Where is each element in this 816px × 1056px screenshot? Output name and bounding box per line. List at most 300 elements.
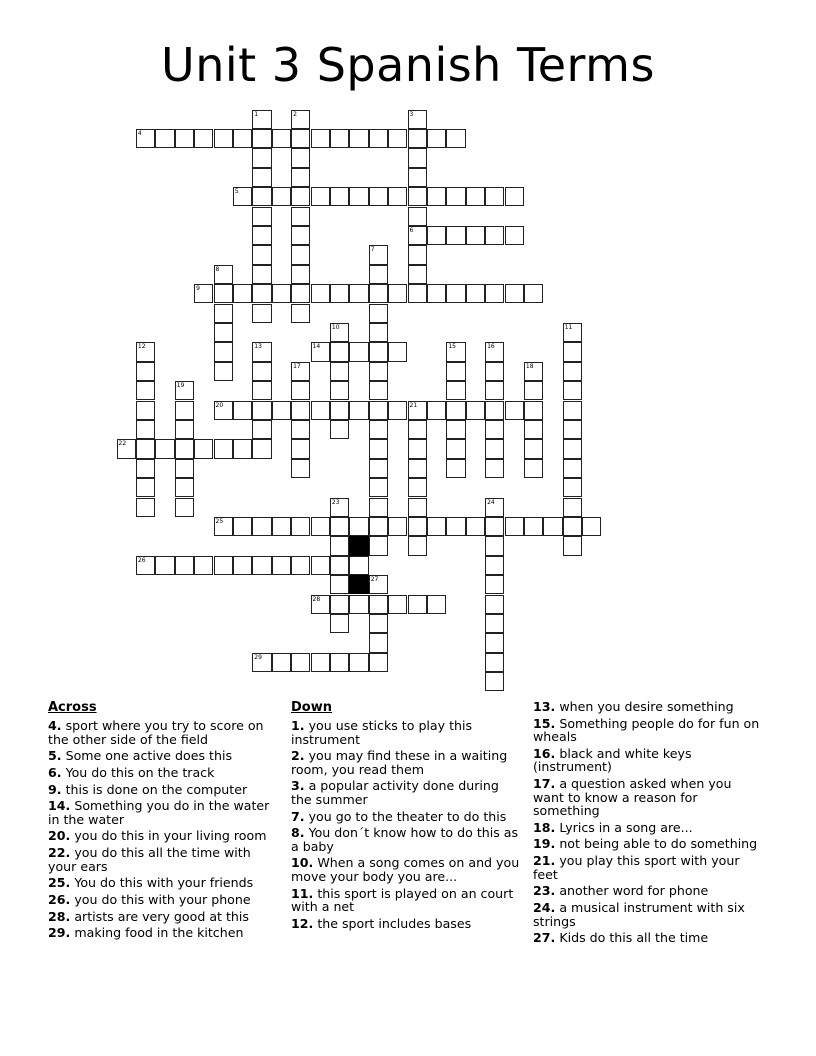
answer-cell[interactable] — [291, 284, 310, 303]
down-heading: Down — [291, 700, 332, 715]
clue-number: 27. — [533, 930, 556, 946]
answer-cell[interactable] — [485, 633, 504, 652]
answer-cell[interactable] — [485, 420, 504, 439]
answer-cell[interactable] — [233, 284, 252, 303]
clue-number: 22. — [48, 845, 71, 861]
answer-cell[interactable] — [214, 362, 233, 381]
answer-cell[interactable] — [524, 439, 543, 458]
answer-cell[interactable] — [136, 478, 155, 497]
answer-cell[interactable] — [408, 245, 427, 264]
answer-cell[interactable] — [136, 498, 155, 517]
answer-cell[interactable] — [369, 439, 388, 458]
answer-cell[interactable] — [446, 439, 465, 458]
answer-cell[interactable] — [136, 381, 155, 400]
answer-cell[interactable] — [369, 362, 388, 381]
clue-down-10 — [291, 856, 523, 883]
answer-cell[interactable] — [252, 439, 271, 458]
answer-cell[interactable] — [136, 420, 155, 439]
answer-cell[interactable] — [214, 129, 233, 148]
answer-cell[interactable] — [466, 187, 485, 206]
answer-cell[interactable] — [330, 323, 349, 342]
answer-cell[interactable] — [291, 653, 310, 672]
answer-cell[interactable] — [369, 323, 388, 342]
answer-cell[interactable] — [291, 556, 310, 575]
answer-cell[interactable] — [505, 517, 524, 536]
answer-cell[interactable] — [252, 362, 271, 381]
answer-cell[interactable] — [408, 517, 427, 536]
across-heading: Across — [48, 700, 97, 715]
answer-cell[interactable] — [408, 536, 427, 555]
answer-cell[interactable] — [291, 110, 310, 129]
clue-number: 28. — [48, 908, 71, 924]
clue-number-label: 5 — [234, 188, 239, 196]
answer-cell[interactable] — [408, 401, 427, 420]
clue-number-label: 3 — [409, 110, 414, 118]
clue-text: black and white keys (instrument) — [533, 745, 692, 775]
answer-cell[interactable] — [427, 284, 446, 303]
answer-cell[interactable] — [330, 381, 349, 400]
answer-cell[interactable] — [252, 265, 271, 284]
clue-down-15 — [533, 717, 765, 744]
answer-cell[interactable] — [388, 401, 407, 420]
answer-cell[interactable] — [252, 168, 271, 187]
answer-cell[interactable] — [233, 517, 252, 536]
answer-cell[interactable] — [563, 401, 582, 420]
answer-cell[interactable] — [369, 478, 388, 497]
answer-cell[interactable] — [194, 556, 213, 575]
answer-cell[interactable] — [563, 478, 582, 497]
answer-cell[interactable] — [349, 653, 368, 672]
answer-cell[interactable] — [369, 614, 388, 633]
answer-cell[interactable] — [252, 653, 271, 672]
answer-cell[interactable] — [330, 498, 349, 517]
answer-cell[interactable] — [252, 381, 271, 400]
answer-cell[interactable] — [272, 517, 291, 536]
clue-text: When a song comes on and you move your body you are... — [291, 855, 520, 884]
answer-cell[interactable] — [311, 342, 330, 361]
answer-cell[interactable] — [388, 187, 407, 206]
answer-cell[interactable] — [175, 381, 194, 400]
clue-number: 6. — [48, 764, 62, 780]
answer-cell[interactable] — [330, 536, 349, 555]
answer-cell[interactable] — [117, 439, 136, 458]
answer-cell[interactable] — [291, 420, 310, 439]
answer-cell[interactable] — [252, 187, 271, 206]
answer-cell[interactable] — [446, 420, 465, 439]
answer-cell[interactable] — [369, 342, 388, 361]
answer-cell[interactable] — [446, 284, 465, 303]
answer-cell[interactable] — [446, 226, 465, 245]
answer-cell[interactable] — [291, 381, 310, 400]
answer-cell[interactable] — [563, 381, 582, 400]
answer-cell[interactable] — [408, 148, 427, 167]
clue-number-label: 28 — [312, 595, 321, 603]
clue-number-label: 17 — [293, 362, 301, 370]
answer-cell[interactable] — [349, 556, 368, 575]
answer-cell[interactable] — [466, 401, 485, 420]
clue-text: sport where you try to score on the other side of the field — [48, 718, 264, 747]
answer-cell[interactable] — [505, 187, 524, 206]
answer-cell[interactable] — [252, 342, 271, 361]
answer-cell[interactable] — [408, 595, 427, 614]
answer-cell[interactable] — [563, 439, 582, 458]
answer-cell[interactable] — [446, 381, 465, 400]
answer-cell[interactable] — [408, 129, 427, 148]
answer-cell[interactable] — [252, 129, 271, 148]
answer-cell[interactable] — [485, 362, 504, 381]
answer-cell[interactable] — [369, 284, 388, 303]
answer-cell[interactable] — [311, 556, 330, 575]
answer-cell[interactable] — [214, 342, 233, 361]
clue-text: You don´t know how to do this as a baby — [291, 825, 519, 854]
clue-text: Something people do for fun on wheals — [533, 715, 760, 745]
answer-cell[interactable] — [330, 401, 349, 420]
answer-cell[interactable] — [505, 284, 524, 303]
answer-cell[interactable] — [291, 439, 310, 458]
answer-cell[interactable] — [175, 556, 194, 575]
answer-cell[interactable] — [252, 304, 271, 323]
answer-cell[interactable] — [388, 342, 407, 361]
answer-cell[interactable] — [311, 653, 330, 672]
answer-cell[interactable] — [485, 672, 504, 691]
answer-cell[interactable] — [408, 168, 427, 187]
answer-cell[interactable] — [408, 420, 427, 439]
answer-cell[interactable] — [194, 284, 213, 303]
answer-cell[interactable] — [485, 517, 504, 536]
answer-cell[interactable] — [175, 498, 194, 517]
answer-cell[interactable] — [369, 265, 388, 284]
clue-down-24 — [533, 901, 765, 928]
answer-cell[interactable] — [369, 536, 388, 555]
answer-cell[interactable] — [466, 517, 485, 536]
answer-cell[interactable] — [485, 614, 504, 633]
answer-cell[interactable] — [291, 304, 310, 323]
answer-cell[interactable] — [291, 459, 310, 478]
answer-cell[interactable] — [369, 595, 388, 614]
answer-cell[interactable] — [485, 575, 504, 594]
answer-cell[interactable] — [252, 245, 271, 264]
answer-cell[interactable] — [388, 284, 407, 303]
answer-cell[interactable] — [408, 478, 427, 497]
answer-cell[interactable] — [408, 439, 427, 458]
answer-cell[interactable] — [427, 595, 446, 614]
clue-number: 14. — [48, 798, 71, 814]
answer-cell[interactable] — [136, 129, 155, 148]
answer-cell[interactable] — [175, 478, 194, 497]
answer-cell[interactable] — [311, 129, 330, 148]
answer-cell[interactable] — [446, 517, 465, 536]
answer-cell[interactable] — [563, 498, 582, 517]
answer-cell[interactable] — [233, 129, 252, 148]
answer-cell[interactable] — [563, 323, 582, 342]
answer-cell[interactable] — [446, 342, 465, 361]
answer-cell[interactable] — [291, 245, 310, 264]
answer-cell[interactable] — [446, 187, 465, 206]
answer-cell[interactable] — [485, 595, 504, 614]
answer-cell[interactable] — [485, 226, 504, 245]
clue-down-17 — [533, 777, 765, 818]
answer-cell[interactable] — [311, 187, 330, 206]
answer-cell[interactable] — [563, 420, 582, 439]
answer-cell[interactable] — [252, 110, 271, 129]
answer-cell[interactable] — [369, 420, 388, 439]
answer-cell[interactable] — [311, 595, 330, 614]
answer-cell[interactable] — [446, 459, 465, 478]
clue-across-20 — [48, 829, 280, 843]
answer-cell[interactable] — [563, 517, 582, 536]
answer-cell[interactable] — [252, 226, 271, 245]
answer-cell[interactable] — [291, 168, 310, 187]
clue-down-2 — [291, 749, 523, 776]
answer-cell[interactable] — [427, 517, 446, 536]
answer-cell[interactable] — [155, 129, 174, 148]
answer-cell[interactable] — [272, 556, 291, 575]
answer-cell[interactable] — [136, 439, 155, 458]
answer-cell[interactable] — [330, 653, 349, 672]
answer-cell[interactable] — [349, 595, 368, 614]
answer-cell[interactable] — [252, 284, 271, 303]
clue-text: you use sticks to play this instrument — [291, 718, 473, 747]
answer-cell[interactable] — [563, 536, 582, 555]
answer-cell[interactable] — [349, 129, 368, 148]
clue-text: making food in the kitchen — [74, 925, 244, 941]
answer-cell[interactable] — [408, 498, 427, 517]
answer-cell[interactable] — [252, 517, 271, 536]
answer-cell[interactable] — [485, 536, 504, 555]
answer-cell[interactable] — [291, 129, 310, 148]
answer-cell[interactable] — [291, 148, 310, 167]
clue-text: artists are very good at this — [74, 908, 249, 924]
answer-cell[interactable] — [330, 595, 349, 614]
clue-number: 15. — [533, 715, 556, 731]
answer-cell[interactable] — [214, 265, 233, 284]
answer-cell[interactable] — [330, 575, 349, 594]
clue-number-label: 10 — [331, 323, 340, 331]
answer-cell[interactable] — [408, 110, 427, 129]
answer-cell[interactable] — [349, 517, 368, 536]
answer-cell[interactable] — [233, 556, 252, 575]
clue-number-label: 14 — [312, 343, 321, 351]
answer-cell[interactable] — [291, 265, 310, 284]
answer-cell[interactable] — [272, 284, 291, 303]
answer-cell[interactable] — [291, 401, 310, 420]
answer-cell[interactable] — [563, 459, 582, 478]
clue-number: 24. — [533, 900, 556, 915]
answer-cell[interactable] — [369, 633, 388, 652]
answer-cell[interactable] — [349, 401, 368, 420]
answer-cell[interactable] — [311, 401, 330, 420]
answer-cell[interactable] — [214, 284, 233, 303]
answer-cell[interactable] — [369, 129, 388, 148]
answer-cell[interactable] — [214, 556, 233, 575]
clue-across-29 — [48, 926, 280, 940]
answer-cell[interactable] — [291, 207, 310, 226]
answer-cell[interactable] — [330, 614, 349, 633]
answer-cell[interactable] — [524, 362, 543, 381]
answer-cell[interactable] — [330, 342, 349, 361]
answer-cell[interactable] — [272, 653, 291, 672]
answer-cell[interactable] — [136, 362, 155, 381]
answer-cell[interactable] — [272, 401, 291, 420]
answer-cell[interactable] — [175, 401, 194, 420]
clue-text: not being able to do something — [559, 836, 758, 852]
answer-cell[interactable] — [408, 284, 427, 303]
clue-number: 11. — [291, 885, 314, 901]
answer-cell[interactable] — [349, 187, 368, 206]
answer-cell[interactable] — [214, 439, 233, 458]
answer-cell[interactable] — [408, 226, 427, 245]
answer-cell[interactable] — [563, 342, 582, 361]
answer-cell[interactable] — [408, 265, 427, 284]
answer-cell[interactable] — [330, 517, 349, 536]
answer-cell[interactable] — [524, 420, 543, 439]
answer-cell[interactable] — [330, 556, 349, 575]
answer-cell[interactable] — [485, 439, 504, 458]
answer-cell[interactable] — [252, 401, 271, 420]
answer-cell[interactable] — [252, 148, 271, 167]
answer-cell[interactable] — [349, 284, 368, 303]
clue-number-label: 22 — [118, 440, 127, 448]
clue-number-label: 8 — [215, 265, 220, 273]
answer-cell[interactable] — [524, 401, 543, 420]
answer-cell[interactable] — [408, 187, 427, 206]
answer-cell[interactable] — [582, 517, 601, 536]
answer-cell[interactable] — [291, 362, 310, 381]
answer-cell[interactable] — [272, 129, 291, 148]
answer-cell[interactable] — [369, 381, 388, 400]
answer-cell[interactable] — [543, 517, 562, 536]
answer-cell[interactable] — [485, 381, 504, 400]
clue-down-19 — [533, 837, 765, 851]
clue-number-label: 11 — [564, 323, 573, 331]
answer-cell[interactable] — [330, 362, 349, 381]
answer-cell[interactable] — [349, 342, 368, 361]
answer-cell[interactable] — [175, 129, 194, 148]
answer-cell[interactable] — [136, 401, 155, 420]
answer-cell[interactable] — [252, 556, 271, 575]
clue-down-16 — [533, 747, 765, 774]
answer-cell[interactable] — [136, 459, 155, 478]
clue-across-22 — [48, 846, 280, 873]
answer-cell[interactable] — [369, 653, 388, 672]
answer-cell[interactable] — [427, 401, 446, 420]
answer-cell[interactable] — [505, 226, 524, 245]
clue-number-label: 26 — [137, 556, 146, 564]
answer-cell[interactable] — [485, 459, 504, 478]
answer-cell[interactable] — [369, 187, 388, 206]
answer-cell[interactable] — [408, 207, 427, 226]
answer-cell[interactable] — [291, 187, 310, 206]
answer-cell[interactable] — [408, 459, 427, 478]
answer-cell[interactable] — [446, 129, 465, 148]
answer-cell[interactable] — [136, 556, 155, 575]
answer-cell[interactable] — [311, 284, 330, 303]
answer-cell[interactable] — [485, 401, 504, 420]
answer-cell[interactable] — [369, 575, 388, 594]
answer-cell[interactable] — [485, 187, 504, 206]
answer-cell[interactable] — [175, 459, 194, 478]
answer-cell[interactable] — [466, 284, 485, 303]
clue-text: Something you do in the water in the water — [48, 798, 270, 827]
clue-number: 26. — [48, 892, 71, 907]
answer-cell[interactable] — [388, 129, 407, 148]
answer-cell[interactable] — [446, 401, 465, 420]
answer-cell[interactable] — [252, 207, 271, 226]
answer-cell[interactable] — [214, 517, 233, 536]
answer-cell[interactable] — [330, 284, 349, 303]
clue-number: 29. — [48, 925, 71, 941]
answer-cell[interactable] — [311, 517, 330, 536]
clue-across-4 — [48, 719, 280, 746]
answer-cell[interactable] — [291, 226, 310, 245]
clue-number-label: 29 — [254, 653, 262, 661]
answer-cell[interactable] — [330, 187, 349, 206]
answer-cell[interactable] — [466, 226, 485, 245]
answer-cell[interactable] — [369, 245, 388, 264]
answer-cell[interactable] — [214, 323, 233, 342]
answer-cell[interactable] — [369, 304, 388, 323]
answer-cell[interactable] — [505, 401, 524, 420]
clue-number: 16. — [533, 745, 556, 761]
answer-cell[interactable] — [524, 381, 543, 400]
answer-cell[interactable] — [427, 129, 446, 148]
answer-cell[interactable] — [485, 498, 504, 517]
clue-text: you do this with your phone — [74, 892, 251, 907]
answer-cell[interactable] — [388, 517, 407, 536]
answer-cell[interactable] — [485, 284, 504, 303]
answer-cell[interactable] — [388, 595, 407, 614]
answer-cell[interactable] — [369, 459, 388, 478]
answer-cell[interactable] — [272, 187, 291, 206]
answer-cell[interactable] — [427, 187, 446, 206]
clue-across-26 — [48, 893, 280, 907]
answer-cell[interactable] — [194, 129, 213, 148]
answer-cell[interactable] — [175, 420, 194, 439]
answer-cell[interactable] — [369, 498, 388, 517]
answer-cell[interactable] — [369, 401, 388, 420]
answer-cell[interactable] — [233, 187, 252, 206]
answer-cell[interactable] — [524, 459, 543, 478]
answer-cell[interactable] — [194, 439, 213, 458]
answer-cell[interactable] — [485, 653, 504, 672]
answer-cell[interactable] — [214, 304, 233, 323]
clue-number: 4. — [48, 718, 62, 733]
answer-cell[interactable] — [369, 517, 388, 536]
answer-cell[interactable] — [291, 517, 310, 536]
answer-cell[interactable] — [233, 439, 252, 458]
answer-cell[interactable] — [330, 129, 349, 148]
answer-cell[interactable] — [563, 362, 582, 381]
answer-cell[interactable] — [524, 284, 543, 303]
answer-cell[interactable] — [330, 420, 349, 439]
answer-cell[interactable] — [485, 556, 504, 575]
answer-cell[interactable] — [136, 342, 155, 361]
answer-cell[interactable] — [155, 439, 174, 458]
answer-cell[interactable] — [524, 517, 543, 536]
answer-cell[interactable] — [175, 439, 194, 458]
answer-cell[interactable] — [252, 420, 271, 439]
answer-cell[interactable] — [214, 401, 233, 420]
answer-cell[interactable] — [427, 226, 446, 245]
clue-number: 12. — [291, 915, 314, 931]
clue-text: this is done on the computer — [65, 781, 248, 797]
answer-cell[interactable] — [485, 342, 504, 361]
answer-cell[interactable] — [233, 401, 252, 420]
clue-down-1 — [291, 719, 523, 746]
answer-cell[interactable] — [155, 556, 174, 575]
answer-cell[interactable] — [446, 362, 465, 381]
clue-number-label: 15 — [448, 343, 456, 351]
